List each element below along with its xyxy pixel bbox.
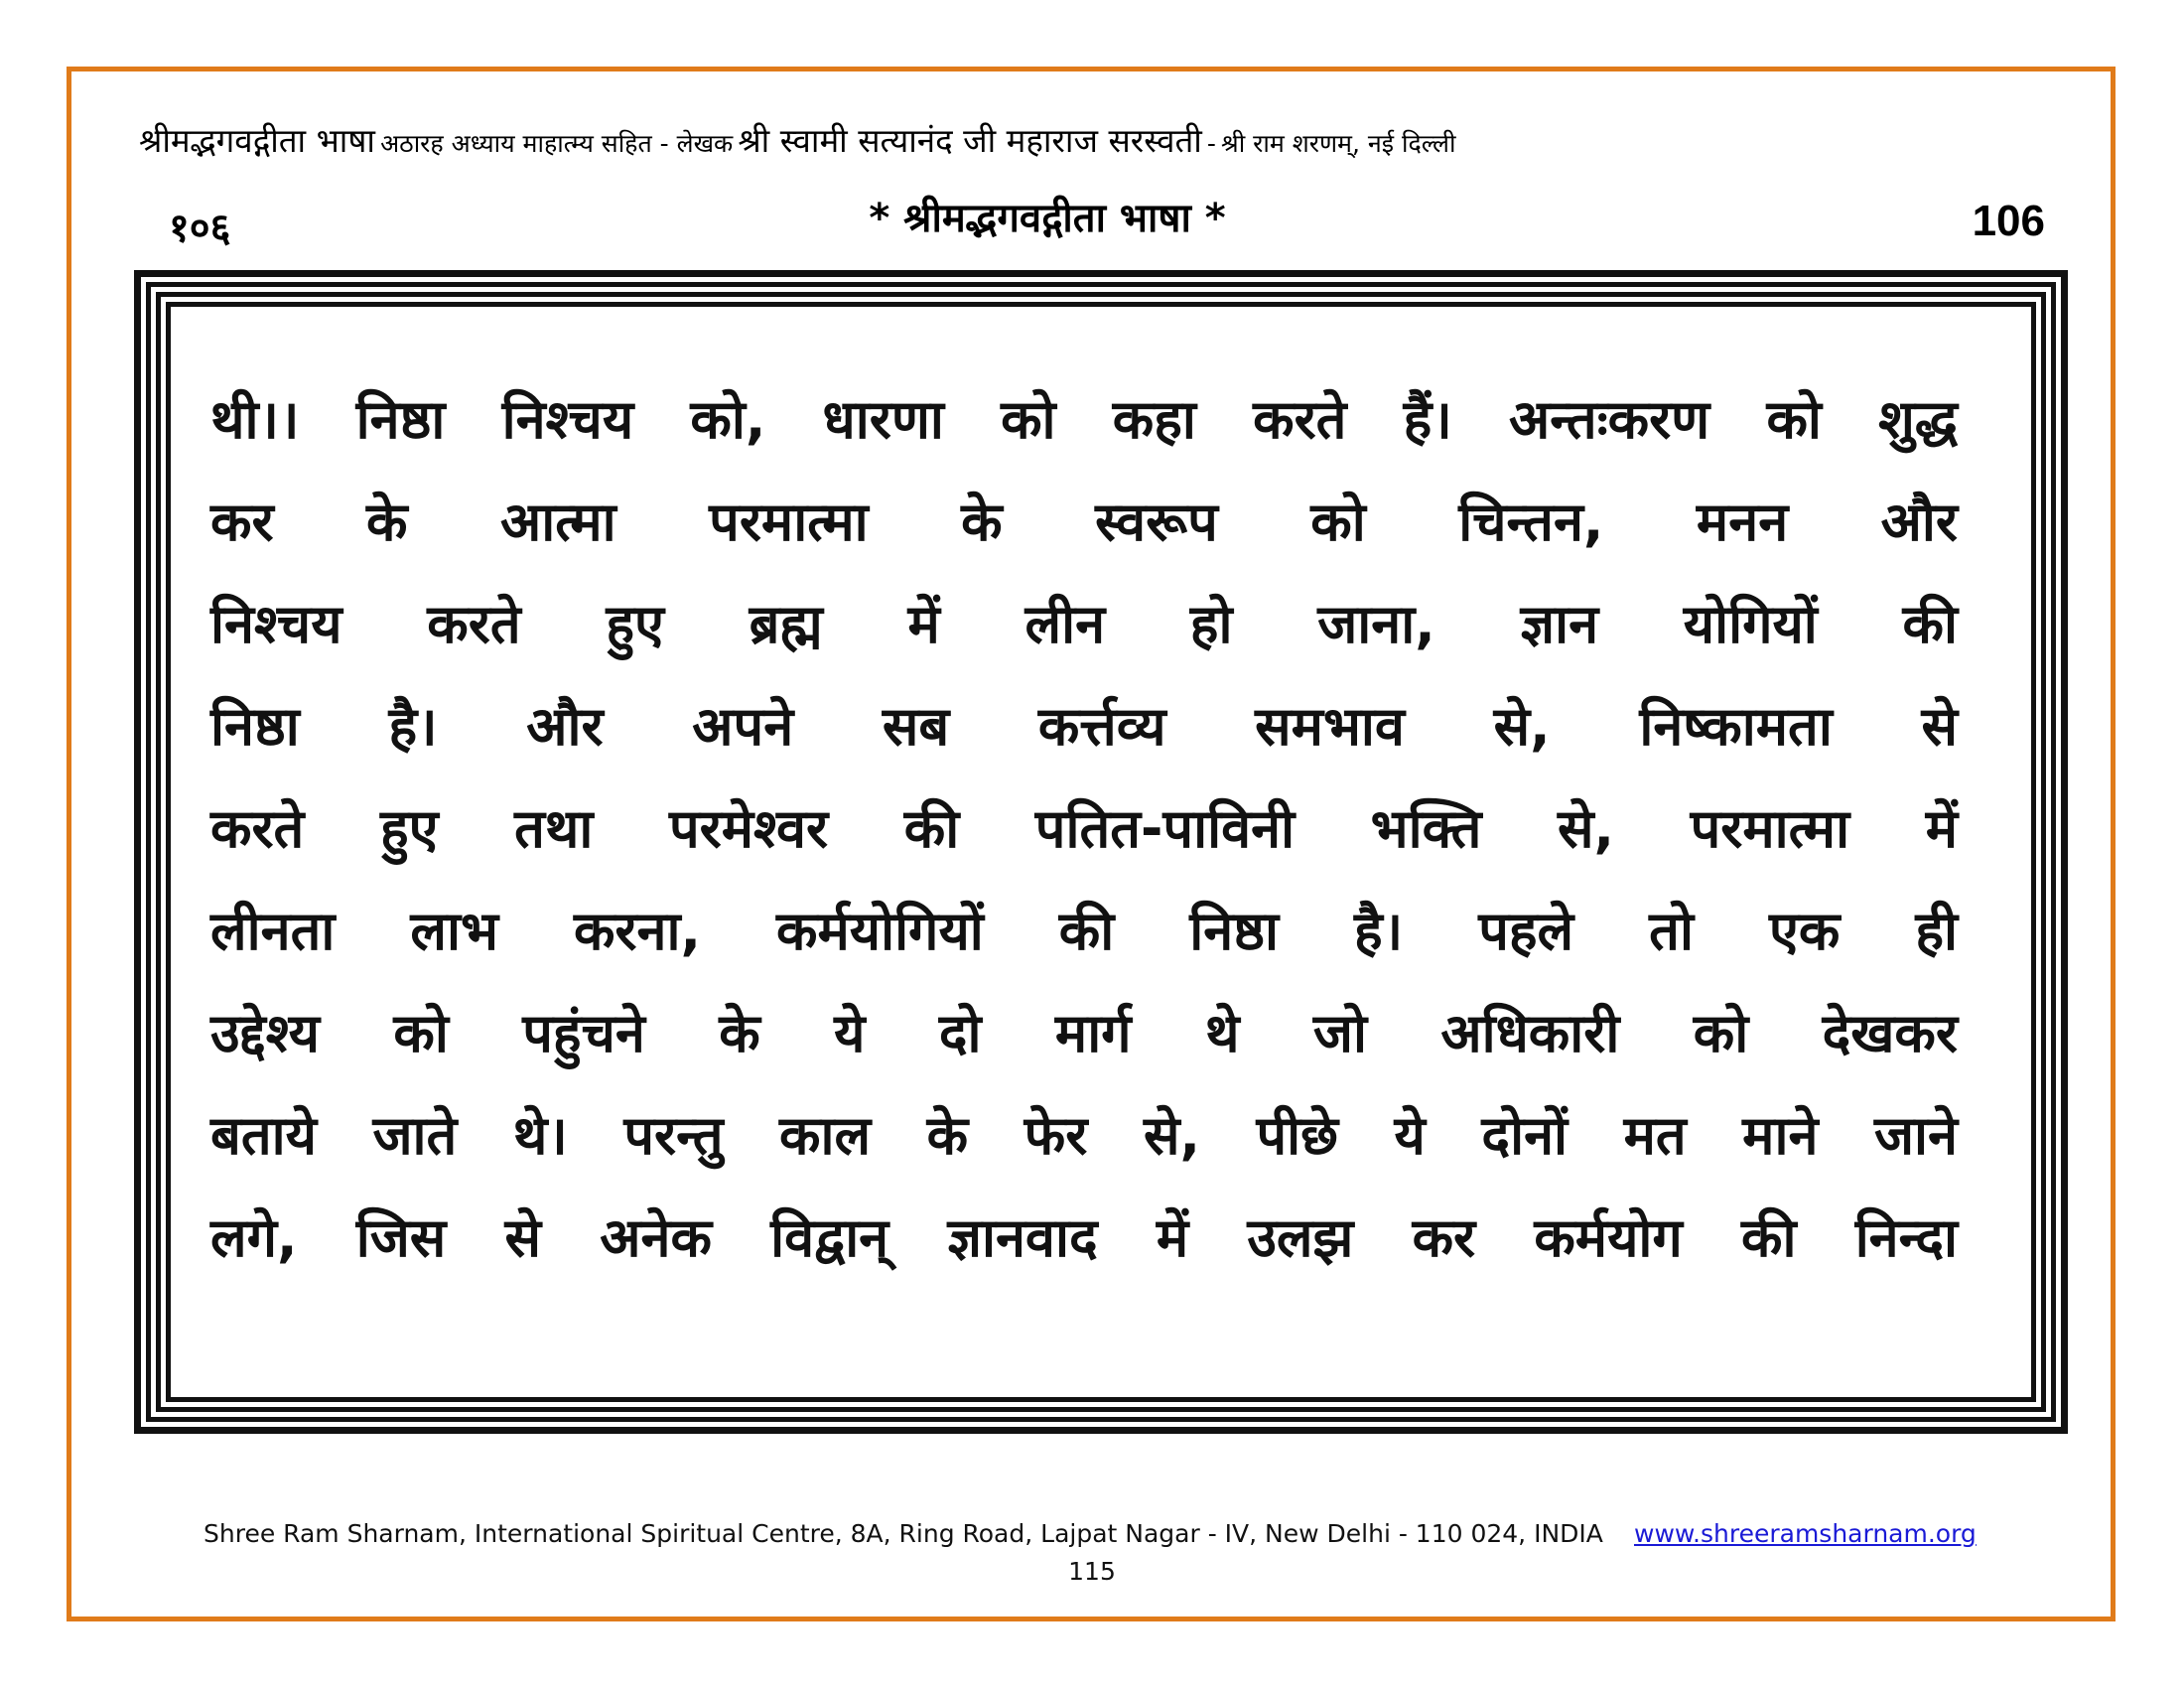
text-line: करते हुए तथा परमेश्वर की पतित-पाविनी भक्ति से, परमात्मा में — [210, 797, 1958, 860]
text-line: लगे, जिस से अनेक विद्वान् ज्ञानवाद में उलझ कर कर्मयोग की निन्दा — [210, 1206, 1958, 1269]
text-line: लीनता लाभ करना, कर्मयोगियों की निष्ठा है। पहले तो एक ही — [210, 900, 1958, 962]
bordered-text-box — [134, 270, 2068, 1434]
text-line: थी।। निष्ठा निश्चय को, धारणा को कहा करते हैं। अन्तःकरण को शुद्ध — [210, 388, 1958, 451]
text-line: निश्चय करते हुए ब्रह्म में लीन हो जाना, ज्ञान योगियों की — [210, 593, 1958, 655]
website-link[interactable]: www.shreeramsharnam.org — [1634, 1519, 1977, 1548]
header-separator: - — [1206, 129, 1216, 158]
text-line: उद्देश्य को पहुंचने के ये दो मार्ग थे जो अधिकारी को देखकर — [210, 1002, 1958, 1064]
header-book-title: श्रीमद्भगवद्गीता भाषा — [139, 121, 375, 160]
header-author: श्री स्वामी सत्यानंद जी महाराज सरस्वती — [738, 121, 1202, 160]
text-line: बताये जाते थे। परन्तु काल के फेर से, पीछे ये दोनों मत माने जाने — [210, 1104, 1958, 1167]
running-title: * श्रीमद्भगवद्गीता भाषा * — [869, 196, 1226, 241]
body-text — [210, 368, 1958, 1289]
header-publisher: श्री राम शरणम्, नई दिल्ली — [1221, 129, 1456, 158]
text-line: निष्ठा है। और अपने सब कर्त्तव्य समभाव से, निष्कामता से — [210, 695, 1958, 758]
page-number-latin: 106 — [1972, 197, 2045, 245]
header-subtitle: अठारह अध्याय माहात्म्य सहित - लेखक — [380, 129, 734, 158]
document-header — [139, 117, 2055, 162]
footer-page-number: 115 — [1068, 1557, 1116, 1586]
running-head — [169, 189, 2045, 258]
page-number-devanagari: १०६ — [169, 206, 231, 251]
text-line: कर के आत्मा परमात्मा के स्वरूप को चिन्तन, मनन और — [210, 491, 1958, 553]
footer-address: Shree Ram Sharnam, International Spiritual Centre, 8A, Ring Road, Lajpat Nagar - IV, New Delhi - 110 024, INDIA — [204, 1519, 1603, 1548]
